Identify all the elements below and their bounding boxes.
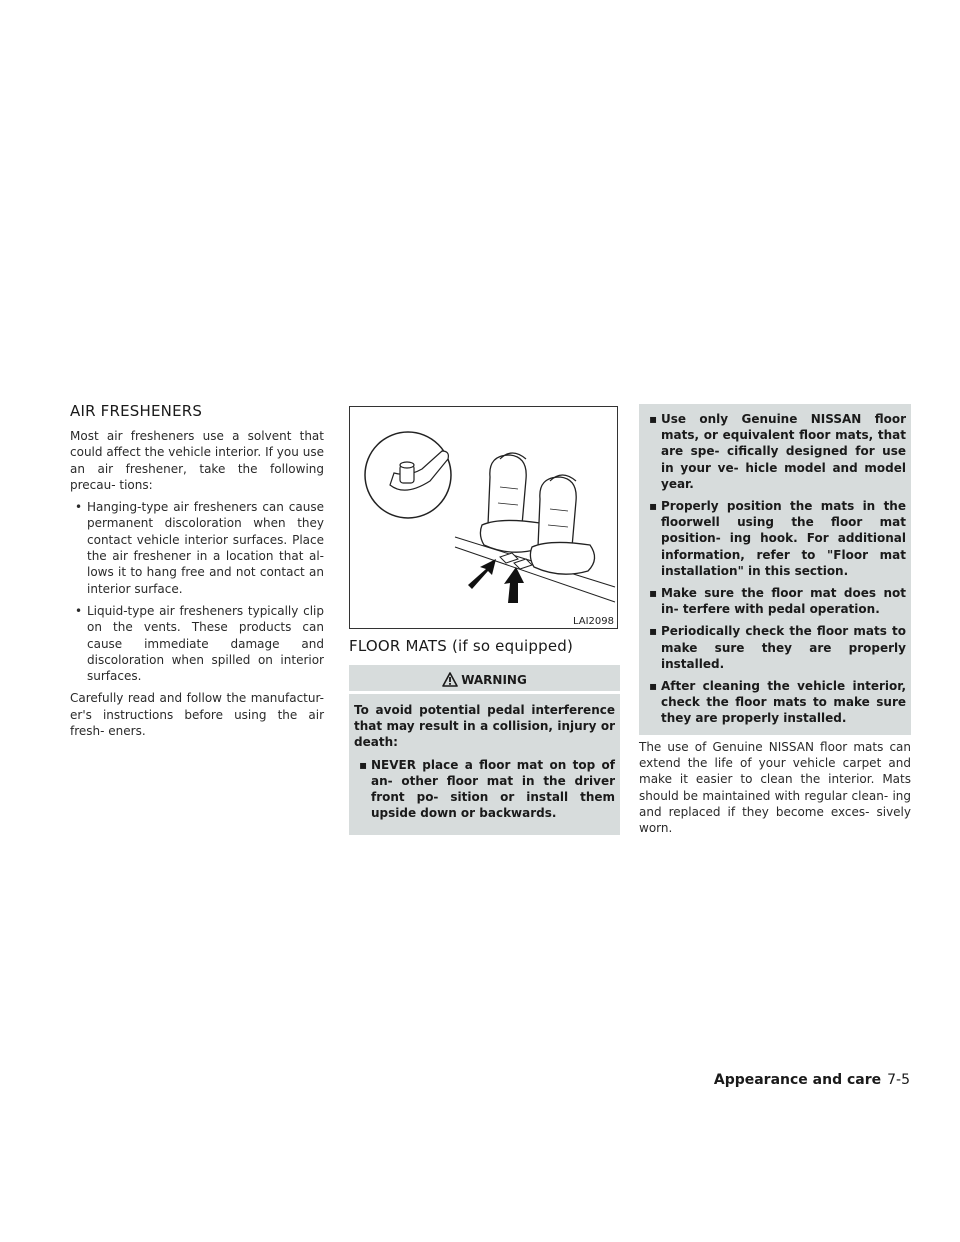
warning-box <box>349 665 620 835</box>
floor-mat-figure <box>349 406 618 629</box>
list-item: ▪ Use only Genuine NISSAN floor mats, or equivalent floor mats, that are spe- cifically designed for use in your ve- hicle model and model year. <box>649 412 906 491</box>
warning-icon <box>442 672 458 687</box>
section-heading: AIR FRESHENERS <box>70 402 203 420</box>
list-item: ▪ NEVER place a floor mat on top of an- other floor mat in the driver front po- sition or install them upside down or backwards. <box>359 757 615 821</box>
floor-mats-continued <box>639 404 911 842</box>
section-heading: FLOOR MATS (if so equipped) <box>349 637 574 655</box>
warning-list <box>644 411 906 727</box>
warning-header <box>354 671 615 691</box>
list-item: ▪ Properly position the mats in the floorwell using the floor mat position- ing hook. For additional information, refer to "Floor mat installation" in this section. <box>649 499 906 578</box>
list-item: ▪ After cleaning the vehicle interior, check the floor mats to make sure they are properly installed. <box>649 679 906 726</box>
list-item: • Liquid-type air fresheners typically clip on the vents. These products can cause immediate damage and discoloration when spilled on interior surfaces. <box>75 603 324 684</box>
list-item: • Hanging-type air fresheners can cause permanent discoloration when they contact vehicle interior surfaces. Place the air freshener in a location that al- lows it to hang free and not contact an interior surface. <box>75 500 324 596</box>
closing-paragraph: The use of Genuine NISSAN floor mats can extend the life of your vehicle carpet and make it easier to clean the interior. Mats should be maintained with regular clean- ing and replaced if they become exces- sively worn. <box>639 739 911 836</box>
page-footer <box>714 1072 910 1088</box>
precautions-list <box>70 499 324 684</box>
warning-box-continued <box>639 404 911 735</box>
closing-paragraph: Carefully read and follow the manufactur- er's instructions before using the air fresh- eners. <box>70 691 324 739</box>
air-fresheners-section <box>70 402 324 745</box>
floor-mats-section <box>349 406 620 835</box>
footer-section-title: Appearance and care <box>713 1072 882 1088</box>
warning-list <box>354 757 615 822</box>
warning-intro: To avoid potential pedal interference that may result in a collision, injury or death: <box>354 703 615 750</box>
intro-paragraph: Most air fresheners use a solvent that could affect the vehicle interior. If you use an air freshener, take the following precau- tions: <box>70 429 324 492</box>
list-item: ▪ Periodically check the floor mats to make sure they are properly installed. <box>649 624 906 671</box>
page-number: 7-5 <box>887 1072 910 1088</box>
warning-title: WARNING <box>461 673 527 687</box>
list-item: ▪ Make sure the floor mat does not in- terfere with pedal operation. <box>649 586 906 617</box>
floor-mat-hook-illustration <box>350 407 617 628</box>
divider <box>349 691 620 694</box>
figure-label: LAI2098 <box>572 616 614 627</box>
